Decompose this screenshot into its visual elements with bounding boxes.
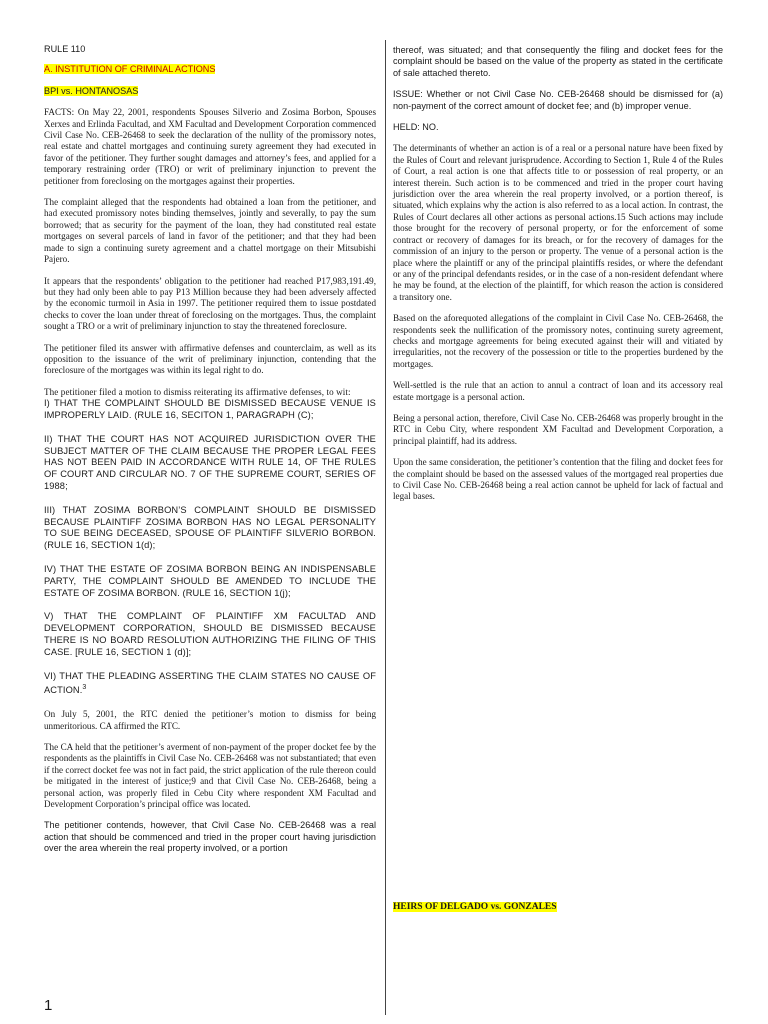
section-heading [44, 64, 376, 75]
rtc-paragraph: On July 5, 2001, the RTC denied the petitioner’s motion to dismiss for being unmeritorious. CA affirmed the RTC. [44, 709, 376, 731]
ground-5: V) THAT THE COMPLAINT OF PLAINTIFF XM FACULTAD AND DEVELOPMENT CORPORATION, SHOULD BE DISMISSED BECAUSE THERE IS NO BOARD RESOLUTION AUTHORIZING THE FILING OF THIS CASE. [RULE 16, SECTION 1 (d)]; [44, 611, 376, 657]
upon-paragraph: Upon the same consideration, the petitioner’s contention that the filing and docket fees for the complaint should be based on the assessed values of the mortgaged real properties due to Civil Case No. CEB-26468 being a real action cannot be upheld for lack of factual and legal bases. [393, 457, 723, 502]
case-title-bpi [44, 86, 376, 97]
case-title-heirs [393, 902, 557, 912]
ground-6-text: VI) THAT THE PLEADING ASSERTING THE CLAIM STATES NO CAUSE OF ACTION. [44, 670, 376, 696]
complaint-paragraph: The complaint alleged that the respondents had obtained a loan from the petitioner, and had executed promissory notes binding themselves, jointly and severally, to pay the sum borrowed; that as security for the payment of the loan, they had constituted real estate mortgages on several parcels of land in favor of the petitioner; and that they had been made to sign a continuing surety agreement and a chattel mortgage on their Mitsubishi Pajero. [44, 197, 376, 265]
case-title-heirs-text: HEIRS OF DELGADO vs. GONZALES [393, 902, 557, 912]
continued-paragraph: thereof, was situated; and that consequently the filing and docket fees for the complaint should be based on the value of the property as stated in the certificate of sale attached thereto. [393, 45, 723, 78]
wellsettled-paragraph: Well-settled is the rule that an action to annul a contract of loan and its accessory real estate mortgage is a personal action. [393, 380, 723, 402]
based-paragraph: Based on the aforequoted allegations of the complaint in Civil Case No. CEB-26468, the respondents seek the nullification of the promissory notes, continuing surety agreement, checks and mortgage agreements for being executed against their will and vitiated by irregularities, not the recovery of the possession or title to the properties burdened by the mortgages. [393, 313, 723, 369]
personal-action-paragraph: Being a personal action, therefore, Civil Case No. CEB-26468 was properly brought in the RTC in Cebu City, where respondent XM Facultad and Development Corporation, a principal plaintiff, had its address. [393, 412, 723, 446]
determinants-paragraph: The determinants of whether an action is of a real or a personal nature have been fixed by the Rules of Court and relevant jurisprudence. According to Section 1, Rule 4 of the Rules of Court, a real action is one that affects title to or possession of real property, or an interest therein. Such action is to be commenced and tried in the proper court having jurisdiction over the area wherein the real property involved, or a portion thereof, is situated, which explains why the action is also referred to as a local action. In contrast, the Rules of Court declares all other actions as personal actions.15 Such actions may include those brought for the recovery of personal property, or for the enforcement of some contract or recovery of damages for its breach, or for the recovery of damages for the commission of an injury to the person or property. The venue of a personal action is the place where the plaintiff or any of the principal plaintiffs resides, or where the defendant or any of the principal defendants resides, or in the case of a non-resident defendant where he may be found, at the election of the plaintiff, for which reason the action is considered a transitory one. [393, 143, 723, 302]
held-line: HELD: NO. [393, 122, 439, 133]
ground-4: IV) THAT THE ESTATE OF ZOSIMA BORBON BEING AN INDISPENSABLE PARTY, THE COMPLAINT SHOULD BE AMENDED TO INCLUDE THE ESTATE OF ZOSIMA BORBON. (RULE 16, SECTION 1(j); [44, 563, 376, 598]
motion-intro: The petitioner filed a motion to dismiss reiterating its affirmative defenses, to wit: [44, 386, 351, 397]
motion-grounds [44, 387, 376, 697]
ground-1: I) THAT THE COMPLAINT SHOULD BE DISMISSED BECAUSE VENUE IS IMPROPERLY LAID. (RULE 16, SECITON 1, PARAGRAPH (C); [44, 398, 376, 420]
facts-paragraph: FACTS: On May 22, 2001, respondents Spouses Silverio and Zosima Borbon, Spouses Xerxes and Erlinda Facultad, and XM Facultad and Development Corporation commenced Civil Case No. CEB-26468 to seek the declaration of the nullity of the promissory notes, real estate and chattel mortgages and continuing surety agreement they had executed in favor of the petitioner. They further sought damages and attorney’s fees, and applied for a temporary restraining order (TRO) or writ of preliminary injunction to prevent the petitioner from foreclosing on the mortgages against their properties. [44, 107, 376, 186]
case-title-bpi-text: BPI vs. HONTANOSAS [44, 85, 139, 96]
page-number: 1 [44, 997, 53, 1014]
issue-paragraph: ISSUE: Whether or not Civil Case No. CEB-26468 should be dismissed for (a) non-payment of the correct amount of docket fee; and (b) improper venue. [393, 89, 723, 111]
column-divider [385, 40, 386, 1015]
ground-3: III) THAT ZOSIMA BORBON’S COMPLAINT SHOULD BE DISMISSED BECAUSE PLAINTIFF ZOSIMA BORBON HAS NO LEGAL PERSONALITY TO SUE BEING DECEASED, SPOUSE OF PLAINTIFF SILVERIO BORBON. (RULE 16, SECTION 1(d); [44, 504, 376, 551]
left-column [44, 44, 376, 865]
contends-paragraph: The petitioner contends, however, that Civil Case No. CEB-26468 was a real action that should be commenced and tried in the proper court having jurisdiction over the area wherein the real property involved, or a portion [44, 820, 376, 854]
ground-6 [44, 671, 376, 698]
right-column [393, 45, 723, 513]
section-heading-text: A. INSTITUTION OF CRIMINAL ACTIONS [44, 64, 216, 75]
rule-title: RULE 110 [44, 44, 86, 54]
footnote-marker: 3 [82, 684, 87, 692]
obligation-paragraph: It appears that the respondents’ obligation to the petitioner had reached P17,983,191.49, but they had only been able to pay P13 Million because they had been adversely affected by the economic turmoil in Asia in 1997. The petitioner required them to issue postdated checks to cover the loan under threat of foreclosing on the mortgages. Thus, the complaint sought a TRO or a writ of preliminary injunction to stay the threatened foreclosure. [44, 275, 376, 332]
answer-paragraph: The petitioner filed its answer with affirmative defenses and counterclaim, as well as its opposition to the issuance of the writ of preliminary injunction, contending that the foreclosure of the mortgages was within its legal right to do. [44, 342, 376, 376]
ground-2: II) THAT THE COURT HAS NOT ACQUIRED JURISDICTION OVER THE SUBJECT MATTER OF THE CLAIM BECAUSE THE PROPER LEGAL FEES HAS NOT BEEN PAID IN ACCORDANCE WITH RULE 14, OF THE RULES OF COURT AND CIRCULAR NO. 7 OF THE SUPREME COURT, SERIES OF 1988; [44, 433, 376, 491]
ca-paragraph: The CA held that the petitioner’s averment of non-payment of the proper docket fee by the respondents as the plaintiffs in Civil Case No. CEB-26468 was not substantiated; that even if the correct docket fee was not in fact paid, the strict application of the rule thereon could be mitigated in the interest of justice;9 and that Civil Case No. CEB-26468, being a personal action, was properly filed in Cebu City where respondent XM Facultad and Development Corporation’s principal office was located. [44, 742, 376, 810]
